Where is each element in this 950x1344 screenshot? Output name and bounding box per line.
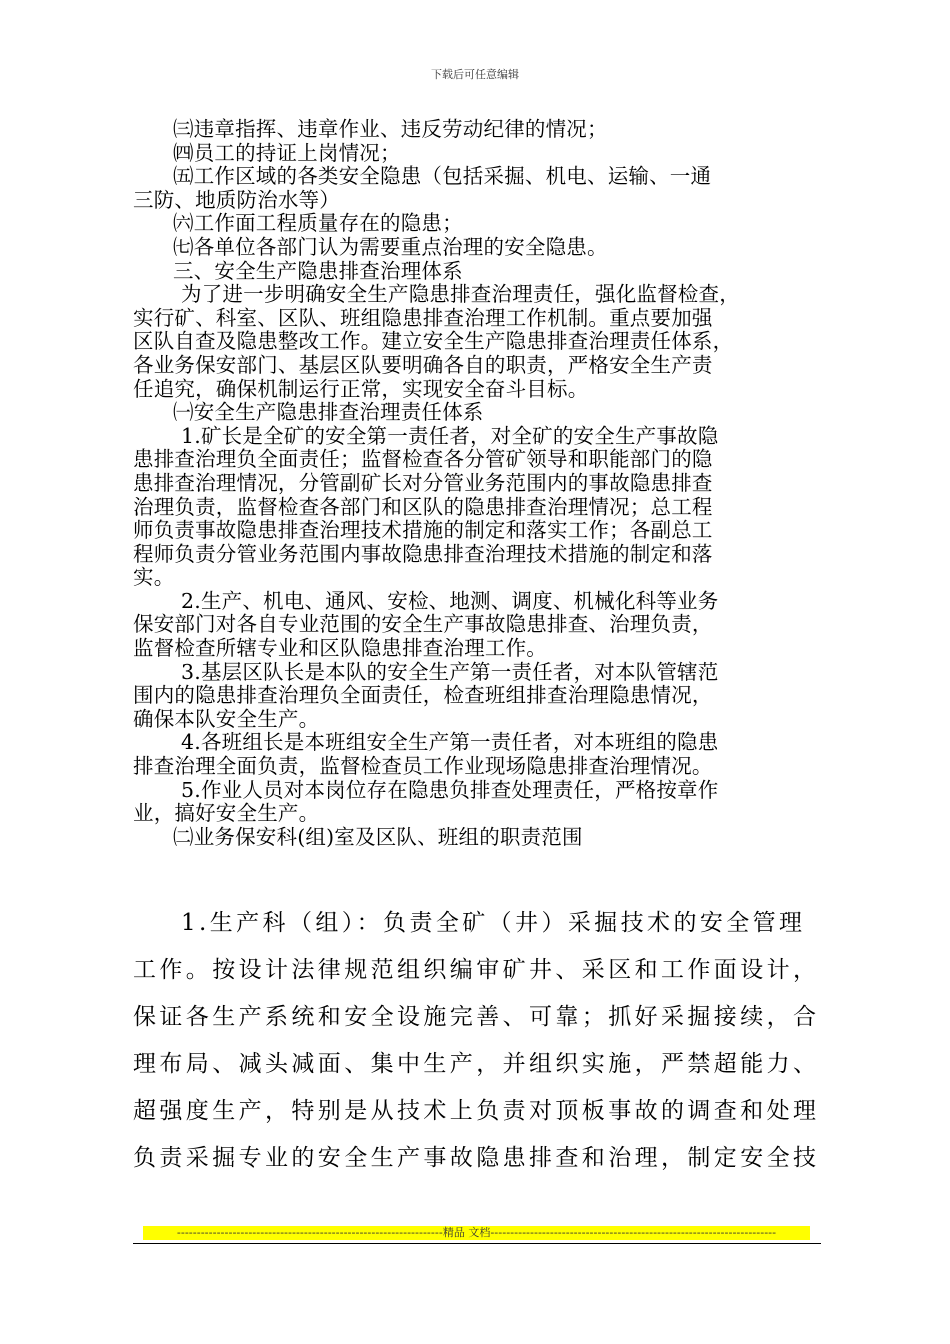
- paragraph-line: ㈤工作区域的各类安全隐患（包括采掘、机电、运输、一通: [173, 165, 712, 189]
- paragraph-line: 三防、地质防治水等）: [133, 188, 340, 212]
- paragraph-line: 排查治理全面负责，监督检查员工作业现场隐患排查治理情况。: [133, 755, 713, 779]
- paragraph-line: 各业务保安部门、基层区队要明确各自的职责，严格安全生产责: [133, 353, 713, 377]
- paragraph-line: ㈦各单位各部门认为需要重点治理的安全隐患。: [173, 235, 608, 259]
- body-text-dense: [133, 118, 821, 849]
- paragraph-line: 为了进一步明确安全生产隐患排查治理责任，强化监督检查，: [181, 283, 740, 307]
- paragraph-line: 治理负责，监督检查各部门和区队的隐患排查治理情况；总工程: [133, 495, 713, 519]
- paragraph-line: 3.基层区队长是本队的安全生产第一责任者，对本队管辖范: [181, 660, 719, 684]
- footer-rule: [133, 1243, 821, 1244]
- paragraph-line: ㈢违章指挥、违章作业、违反劳动纪律的情况；: [173, 118, 608, 141]
- paragraph-line: 超强度生产，特别是从技术上负责对顶板事故的调查和处理: [133, 1098, 820, 1124]
- footer-left-dashes: -------------------------------------------------------------------: [176, 1226, 443, 1239]
- paragraph-line: 负责采掘专业的安全生产事故隐患排查和治理，制定安全技: [133, 1145, 820, 1171]
- paragraph-line: 保安部门对各自专业范围的安全生产事故隐患排查、治理负责，: [133, 613, 713, 637]
- paragraph-line: 5.作业人员对本岗位存在隐患负排查处理责任，严格按章作: [181, 778, 719, 802]
- paragraph-line: 师负责事故隐患排查治理技术措施的制定和落实工作；各副总工: [133, 519, 713, 543]
- paragraph-line: 理布局、减头减面、集中生产，并组织实施，严禁超能力、: [133, 1051, 820, 1077]
- paragraph-line: ㈠安全生产隐患排查治理责任体系: [173, 401, 484, 425]
- paragraph-line: 患排查治理情况，分管副矿长对分管业务范围内的事故隐患排查: [133, 471, 713, 495]
- paragraph-line: ㈣员工的持证上岗情况；: [173, 141, 401, 165]
- paragraph-line: 1.生产科（组）：负责全矿（井）采掘技术的安全管理: [181, 910, 806, 936]
- paragraph-line: 4.各班组长是本班组安全生产第一责任者，对本班组的隐患: [181, 731, 719, 755]
- paragraph-line: 2.生产、机电、通风、安检、地测、调度、机械化科等业务: [181, 589, 719, 613]
- body-text-loose: [133, 900, 821, 1182]
- paragraph-line: 确保本队安全生产。: [133, 707, 320, 731]
- paragraph-line: 实行矿、科室、区队、班组隐患排查治理工作机制。重点要加强: [133, 306, 713, 330]
- paragraph-line: 业，搞好安全生产。: [133, 802, 320, 826]
- paragraph-line: 围内的隐患排查治理负全面责任，检查班组排查治理隐患情况，: [133, 684, 713, 708]
- paragraph-line: 任追究，确保机制运行正常，实现安全奋斗目标。: [133, 377, 589, 401]
- paragraph-line: ㈡业务保安科(组)室及区队、班组的职责范围: [173, 825, 583, 849]
- paragraph-line: 程师负责分管业务范围内事故隐患排查治理技术措施的制定和落: [133, 542, 713, 566]
- footer-right-dashes: ------------------------------------------------------------------------: [490, 1226, 777, 1239]
- paragraph-line: 实。: [133, 566, 175, 590]
- paragraph-line: ㈥工作面工程质量存在的隐患；: [173, 212, 463, 236]
- paragraph-line: 监督检查所辖专业和区队隐患排查治理工作。: [133, 637, 547, 661]
- paragraph-line: 1.矿长是全矿的安全第一责任者，对全矿的安全生产事故隐: [181, 424, 719, 448]
- paragraph-line: 患排查治理负全面责任；监督检查各分管矿领导和职能部门的隐: [133, 448, 713, 472]
- footer-text: 精品 文档: [442, 1226, 491, 1239]
- paragraph-line: 区队自查及隐患整改工作。建立安全生产隐患排查治理责任体系，: [133, 330, 734, 354]
- paragraph-line: 工作。按设计法律规范组织编审矿井、采区和工作面设计，: [133, 957, 820, 983]
- paragraph-line: 保证各生产系统和安全设施完善、可靠；抓好采掘接续，合: [133, 1004, 820, 1030]
- page-header: 下载后可任意编辑: [431, 68, 519, 81]
- paragraph-line: 三、安全生产隐患排查治理体系: [173, 259, 463, 283]
- footer-band: [143, 1226, 810, 1240]
